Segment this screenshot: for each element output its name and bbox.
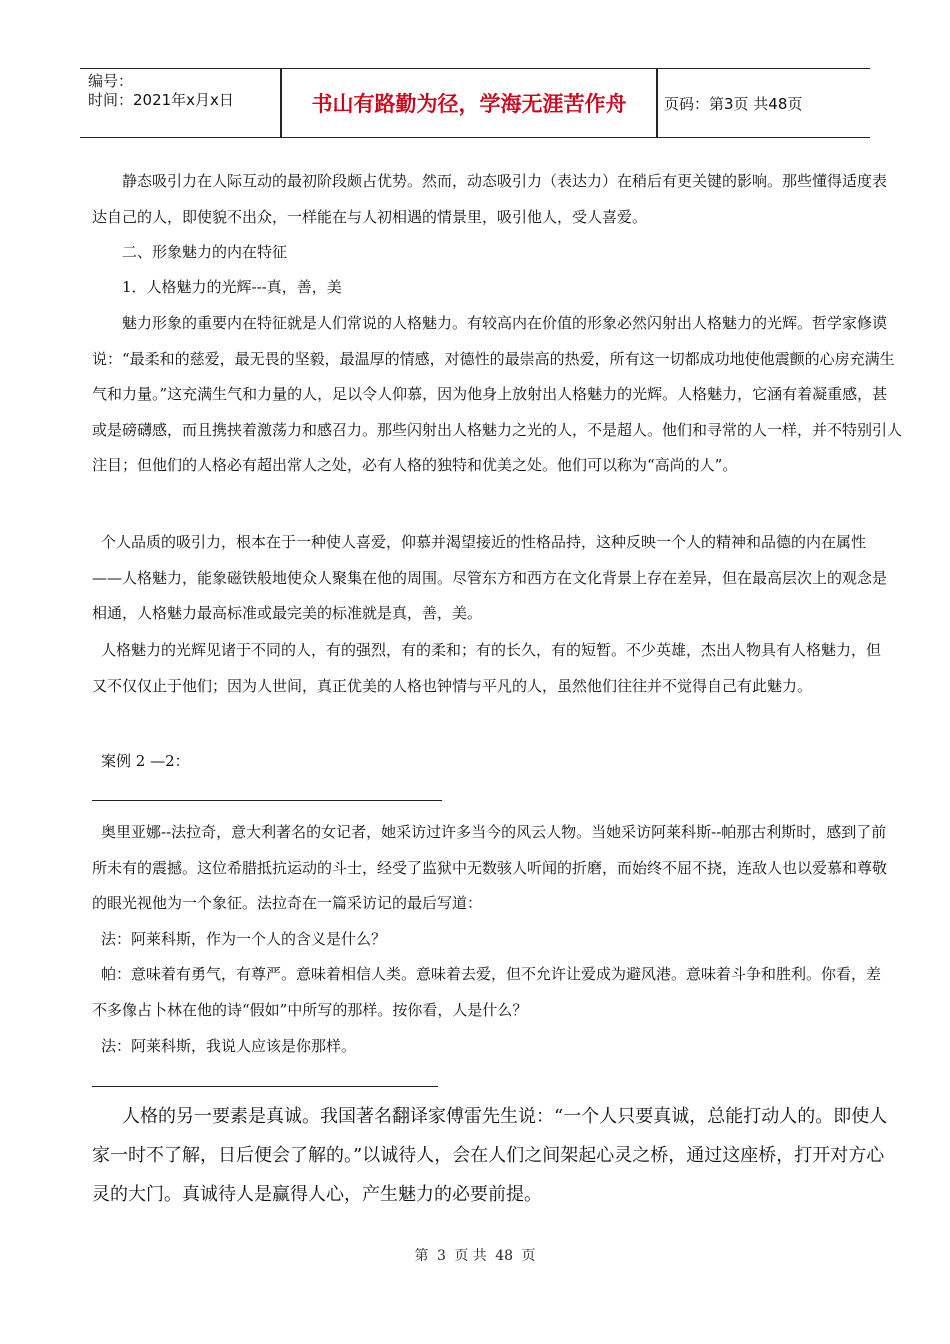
paragraph-sincerity: 人格的另一要素是真诚。我国著名翻译家傅雷先生说：“一个人只要真诚，总能打动人的。即使人家一时不了解，日后便会了解的。”以诚待人，会在人们之间架起心灵之桥，通过这座桥，打开对方心灵的大门。真诚待人是赢得人心，产生魅力的必要前提。 xyxy=(92,1106,888,1205)
footer-total-pages: 48 xyxy=(495,1248,514,1264)
case-top-rule xyxy=(92,800,442,801)
header-divider xyxy=(656,69,658,137)
subsection-heading: 1．人格魅力的光辉---真，善，美 xyxy=(122,278,342,296)
section-heading: 二、形象魅力的内在特征 xyxy=(122,243,288,261)
page-footer xyxy=(0,1245,950,1265)
case-answer-1: 帕：意味着有勇气，有尊严。意味着相信人类。意味着去爱，但不允许让爱成为避风港。意味着斗争和胜利。你看，差不多像占卜林在他的诗“假如”中所写的那样。按你看，人是什么？ xyxy=(92,965,882,1019)
doc-number-label: 编号： xyxy=(88,72,134,90)
case-paragraph: 奥里亚娜--法拉奇，意大利著名的女记者，她采访过许多当今的风云人物。当她采访阿莱科斯--帕那古利斯时，感到了前所未有的震撼。这位希腊抵抗运动的斗士，经受了监狱中无数骇人听闻的折磨，而始终不屈不挠，连敌人也以爱慕和尊敬的眼光视他为一个象征。法拉奇在一篇采访记的最后写道： xyxy=(92,823,888,912)
header-page-label: 页码：第3页 共48页 xyxy=(664,94,803,113)
paragraph-charm-radiance: 人格魅力的光辉见诸于不同的人，有的强烈，有的柔和；有的长久，有的短暂。不少英雄，杰出人物具有人格魅力，但又不仅仅止于他们；因为人世间，真正优美的人格也钟情与平凡的人，虽然他们往往并不觉得自己有此魅力。 xyxy=(92,641,882,695)
case-label: 案例 2 —2： xyxy=(101,752,190,770)
footer-page-number: 3 xyxy=(436,1248,446,1264)
case-question-1: 法：阿莱科斯，作为一个人的含义是什么？ xyxy=(101,930,387,948)
header-motto: 书山有路勤为径，学海无涯苦作舟 xyxy=(311,92,627,116)
case-question-2: 法：阿莱科斯，我说人应该是你那样。 xyxy=(101,1037,357,1055)
footer-suffix: 页 xyxy=(521,1248,536,1264)
paragraph-personality-charm: 魅力形象的重要内在特征就是人们常说的人格魅力。有较高内在价值的形象必然闪射出人格魅力的光辉。哲学家修谟说：“最柔和的慈爱，最无畏的坚毅，最温厚的情感，对德性的最崇高的热爱，所有这一切都成功地使他震颤的心房充满生气和力量。”这充满生气和力量的人，足以令人仰慕，因为他身上放射出人格魅力的光辉。人格魅力，它涵有着凝重感，甚或是磅礴感，而且携挟着激荡力和感召力。那些闪射出人格魅力之光的人，不是超人。他们和寻常的人一样，并不特别引人注目；但他们的人格必有超出常人之处，必有人格的独特和优美之处。他们可以称为“高尚的人”。 xyxy=(92,314,903,474)
paragraph-static-attraction: 静态吸引力在人际互动的最初阶段颇占优势。然而，动态吸引力（表达力）在稍后有更关键的影响。那些懂得适度表达自己的人，即使貌不出众，一样能在与人初相遇的情景里，吸引他人，受人喜爱。 xyxy=(92,172,888,226)
case-bottom-rule xyxy=(92,1086,438,1087)
paragraph-personal-quality: 个人品质的吸引力，根本在于一种使人喜爱，仰慕并渴望接近的性格品持，这种反映一个人的精神和品德的内在属性——人格魅力，能象磁铁般地使众人聚集在他的周围。尽管东方和西方在文化背景上存在差异，但在最高层次上的观念是相通，人格魅力最高标准或最完美的标准就是真，善，美。 xyxy=(92,533,888,622)
header-table xyxy=(80,68,870,138)
footer-prefix: 第 xyxy=(414,1248,429,1264)
footer-mid: 页 共 xyxy=(454,1248,487,1264)
doc-time-label: 时间：2021年x月x日 xyxy=(88,91,234,109)
header-left-cell xyxy=(88,72,278,110)
